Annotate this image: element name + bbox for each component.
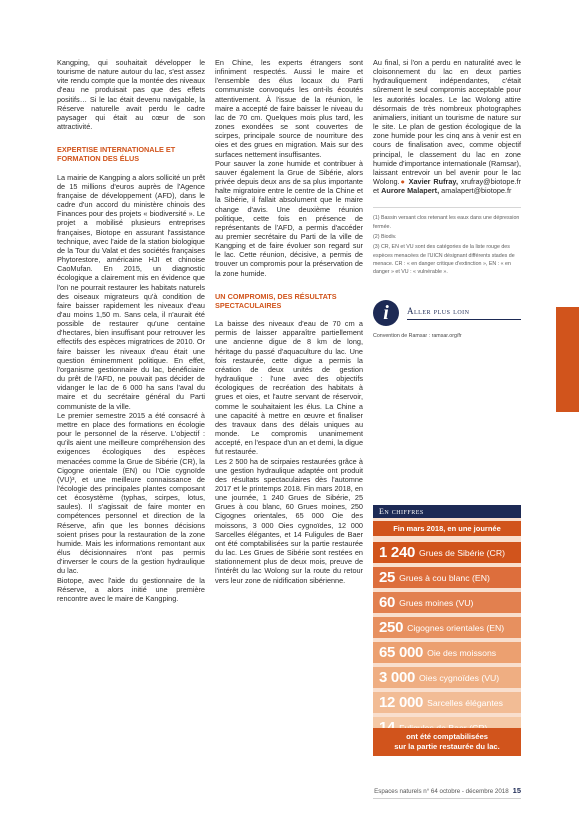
figure-row: [373, 617, 521, 638]
figure-number: 1 240: [379, 544, 416, 561]
publication-info: Espaces naturels n° 64 octobre - décembre 2018: [374, 788, 509, 795]
figure-label: Oies cygnoïdes (VU): [419, 672, 500, 683]
figures-footer-line: ont été comptabilisées: [406, 732, 488, 741]
article-column-2: [215, 58, 363, 585]
figure-number: 12 000: [379, 694, 424, 711]
paragraph: Pour sauver la zone humide et contribuer à sauver également la Grue de Sibérie, alors privée depuis deux ans de sa plus importante halte migratoire entre le centre de la Chine et la Sibérie, il fallait absolument que le maire change d'avis. Une deuxième réunion politique, cette fois en présence de représentants de l'AFD, a permis d'accéder au premier secrétaire du Parti de la ville de Kangping et de faire évoluer son regard sur le lac. Cette réunion, décisive, a permis de trouver un compromis pour la préservation de la zone humide.: [215, 158, 363, 278]
figure-number: 25: [379, 569, 396, 586]
article-column-1: [57, 58, 205, 603]
author-email-link[interactable]: amalapert@biotope.fr: [441, 186, 512, 196]
figure-label: Grues de Sibérie (CR): [419, 547, 505, 558]
figure-label: Grues à cou blanc (EN): [399, 572, 490, 583]
section-heading: UN COMPROMIS, DES RÉSULTATS SPECTACULAIRES: [215, 291, 337, 310]
figure-row: [373, 542, 521, 563]
paragraph: La baisse des niveaux d'eau de 70 cm a permis de laisser apparaître partiellement une ancienne digue de 8 km de long, héritage du passé d'aquaculture du lac. Une fois restaurée, cette digue a permis la création de deux unités de gestion hydraulique : l'une avec des objectifs écologiques de recréation des habitats à grues et oies, et l'autre servant de réservoir, comme le souhaitaient les élus. La Chine a une capacité à mettre en œuvre et finaliser des travaux dans des délais uniques au monde. Le compromis unanimement accepté, en l'espace d'un an et demi, la digue fut restaurée.: [215, 319, 363, 457]
further-reading-link[interactable]: Convention de Ramsar : ramsar.org/fr: [373, 333, 462, 340]
figures-footer-line: sur la partie restaurée du lac.: [394, 742, 500, 751]
figure-number: 3 000: [379, 669, 416, 686]
further-reading-title: Aller plus loin: [407, 307, 521, 319]
figure-number: 65 000: [379, 644, 424, 661]
page-number: 15: [512, 786, 521, 795]
paragraph: Biotope, avec l'aide du gestionnaire de la Réserve, a alors initié une première rencontre avec le maire de Kangping.: [57, 575, 205, 603]
figure-label: Sarcelles élégantes: [427, 697, 503, 708]
conjunction: et: [373, 186, 380, 196]
figure-label: Grues moines (VU): [399, 597, 474, 608]
figure-number: 250: [379, 619, 404, 636]
figure-number: 60: [379, 594, 396, 611]
author-name: Aurore Malapert,: [381, 186, 440, 196]
author-name: Xavier Rufray,: [408, 177, 458, 187]
footnote: (1) Bassin versant clos retenant les eaux dans une dépression fermée.: [373, 215, 520, 230]
page-footer: [373, 786, 521, 795]
footnotes: [373, 207, 521, 276]
figure-row: [373, 592, 521, 613]
figure-label: Cigognes orientales (EN): [407, 622, 505, 633]
figures-box-title: En chiffres: [373, 505, 521, 518]
figures-box-footer: [373, 728, 521, 756]
footer-divider: [373, 798, 521, 799]
end-mark-icon: ●: [399, 177, 406, 187]
paragraph: Le premier semestre 2015 a été consacré à mettre en place des formations en écologie pour le personnel de la réserve. L'objectif : qu'ils aient une meilleure compréhension des exigences écologiques des espèces menacées comme la Grue de Sibérie (CR), la Cigogne orientale (EN) ou l'Oie cygnoïde (VU)³, et une meilleure connaissance de l'écologie des principales plantes composant cet écosystème (typhas, scirpes, lotus, saules). Il s'agissait de faire monter en compétences personnel et direction de la Réserve, afin que les bonnes décisions soient prises pour la restauration de la zone humide. Mais les informations remontant aux élus décisionnaires n'ont pas permis d'inverser le cours de la gestion hydraulique du lac.: [57, 410, 205, 576]
paragraph: La mairie de Kangping a alors sollicité un prêt de 15 millions d'euros auprès de l'Agence française de développement (AFD), dans le cadre d'un accord du ministère chinois des Finances pour des projets « biodiversité ». Le projet a mobilisé plusieurs entreprises françaises, Biotope en assurant l'assistance technique, avec l'aide de la station biologique de la Tour du Valat et des sociétés françaises Phytorestore, américaine HJI et chinoise CaoMufan. En 2015, un diagnostic écologique a clairement mis en évidence que l'on ne pourrait restaurer les habitats naturels des oiseaux migrateurs qu'à condition de faire baisser rapidement les niveaux d'eau d'au moins 1,50 m. Sans cela, il n'aurait été possible de restaurer qu'une centaine d'hectares, bien insuffisant pour retrouver les effectifs des espèces migratrices de 2010. Or faire baisser les niveaux d'eau était une question éminemment politique. En effet, l'organisme gestionnaire du lac, bénéficiaire du prêt de l'AFD, ne pouvait pas décider de vidanger le lac de 6 000 ha sans l'aval du maire et du secrétaire général du Parti communiste de la ville.: [57, 172, 205, 411]
paragraph: En Chine, les experts étrangers sont infiniment respectés. Aussi le maire et l'ensemble des élus locaux du Parti communiste convoqués les ont-ils écoutés attentivement. À l'issue de la réunion, le maire a accepté de faire baisser le niveau du lac de 70 cm. Quelques mois plus tard, les zones exondées se sont couvertes de scirpes, principale source de nourriture des oies et des grues en migration. Mais sur des surfaces nettement insuffisantes.: [215, 58, 363, 159]
section-tab: [556, 307, 579, 412]
info-icon: i: [373, 300, 399, 326]
footnote: (2) Biodiv.: [373, 233, 397, 240]
figures-box-subtitle: Fin mars 2018, en une journée: [373, 521, 521, 536]
figure-row: [373, 667, 521, 688]
figures-box: [373, 505, 521, 756]
paragraph: Les 2 500 ha de scirpaies restaurées grâce à une gestion hydraulique adaptée ont produit des résultats spectaculaires dès l'automne 2017 et le printemps 2018. Fin mars 2018, en une journée, 1 240 Grues de Sibérie, 25 Grues à cou blanc, 60 Grues moines, 250 Cigognes orientales, 65 000 Oie des moissons, 3 000 Oies cygnoïdes, 12 000 Sarcelles élégantes, et 14 Fuligules de Baer ont été comptabilisées sur la partie restaurée du lac. Les Grues de Sibérie sont restées en stationnement plus de deux mois, preuve de l'intérêt du lac Wolong sur la route du retour vers leur zone de nidification sibérienne.: [215, 456, 363, 585]
paragraph: Au final, si l'on a perdu en naturalité avec le cloisonnement du lac en deux parties hydrauliquement indépendantes, c'était sûrement le seul compromis acceptable pour les autorités locales. Le lac Wolong attire désormais de très nombreux photographes animaliers, initiant un tourisme de nature sur le site. Le plan de gestion écologique de la zone humide pour les cinq ans à venir est en cours de finalisation avec, comme objectif principal, le classement du lac en zone humide d'importance internationale (Ramsar), laissant entrevoir un bel avenir pour le lac Wolong.● Xavier Rufray, xrufray@biotope.fr et Aurore Malapert, amalapert@biotope.fr: [373, 58, 521, 196]
figure-row: [373, 642, 521, 663]
figure-row: [373, 567, 521, 588]
author-email-link[interactable]: xrufray@biotope.fr: [460, 177, 521, 187]
figure-label: Oie des moissons: [427, 647, 497, 658]
footnote: (3) CR, EN et VU sont des catégories de la liste rouge des espèces menacées de l'UICN désignant différents stades de menace. CR : « en danger critique d'extinction », EN : « en danger » et VU : « vulnérable ».: [373, 244, 515, 276]
further-reading-header: [373, 300, 521, 326]
paragraph: Kangping, qui souhaitait développer le tourisme de nature autour du lac, s'est assez vite rendu compte que la montée des niveaux d'eau ne produisait pas que des effets positifs… Si le lac était devenu navigable, la Réserve naturelle avait perdu le cadre paysager qui était au cœur de son attractivité.: [57, 58, 205, 132]
section-heading: EXPERTISE INTERNATIONALE ET FORMATION DES ÉLUS: [57, 145, 176, 164]
article-column-3: [373, 58, 521, 342]
figure-row: [373, 692, 521, 713]
